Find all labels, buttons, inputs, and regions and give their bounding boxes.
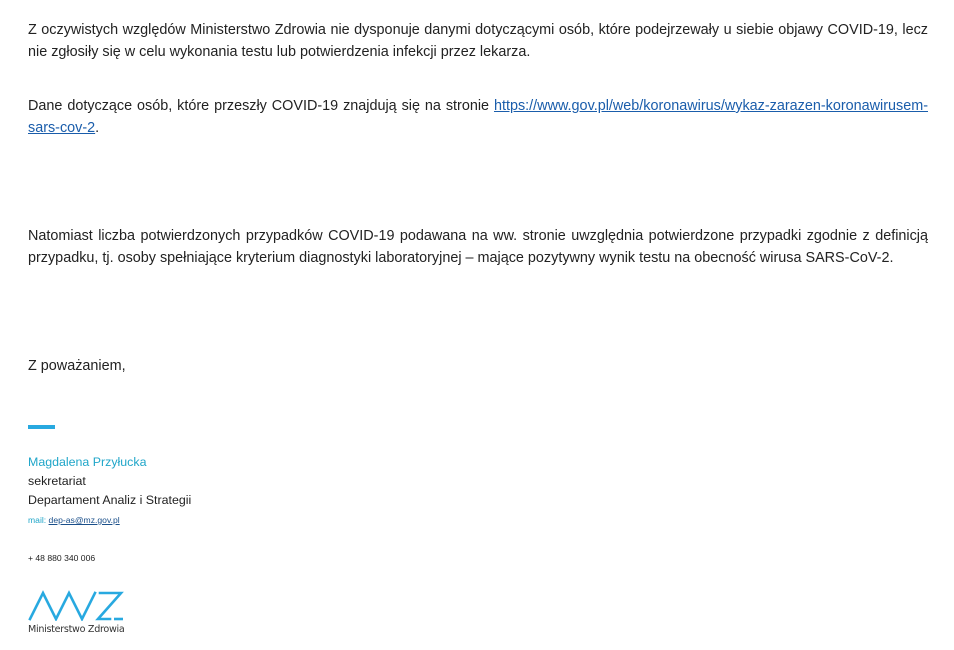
signature-mail-link[interactable]: dep-as@mz.gov.pl (48, 515, 120, 525)
logo-text: Ministerstwo Zdrowia (28, 624, 125, 635)
signature-mail (28, 514, 120, 526)
paragraph-case-definition: Natomiast liczba potwierdzonych przypadków COVID-19 podawana na ww. stronie uwzględnia potwierdzone przypadki zgodnie z definicją przypadku, tj. osoby spełniające kryterium diagnostyki laboratoryjnej – mające pozytywny wynik testu na obecność wirusa SARS-CoV-2. (28, 228, 928, 266)
paragraph-data-source-text: Dane dotyczące osób, które przeszły COVID-19 znajdują się na stronie (28, 98, 494, 114)
ministry-logo (28, 589, 128, 639)
signature-name: Magdalena Przyłucka (28, 455, 147, 469)
mz-logo-icon (28, 589, 124, 621)
gov-covid-link[interactable]: https://www.gov.pl/web/koronawirus/wykaz-zarazen-koronawirusem-sars-cov-2 (28, 98, 928, 136)
signature-accent-bar (28, 425, 55, 429)
signature-department: Departament Analiz i Strategii (28, 493, 192, 507)
paragraph-data-source (28, 95, 928, 139)
signature-phone: + 48 880 340 006 (28, 553, 96, 563)
signature-mail-label: mail: (28, 515, 49, 525)
greeting: Z poważaniem, (28, 358, 126, 374)
paragraph-data-availability: Z oczywistych względów Ministerstwo Zdrowia nie dysponuje danymi dotyczącymi osób, które podejrzewały u siebie objawy COVID-19, lecz nie zgłosiły się w celu wykonania testu lub potwierdzenia infekcji przez lekarza. (28, 22, 928, 60)
paragraph-data-source-end: . (95, 120, 100, 136)
signature-role: sekretariat (28, 474, 86, 488)
